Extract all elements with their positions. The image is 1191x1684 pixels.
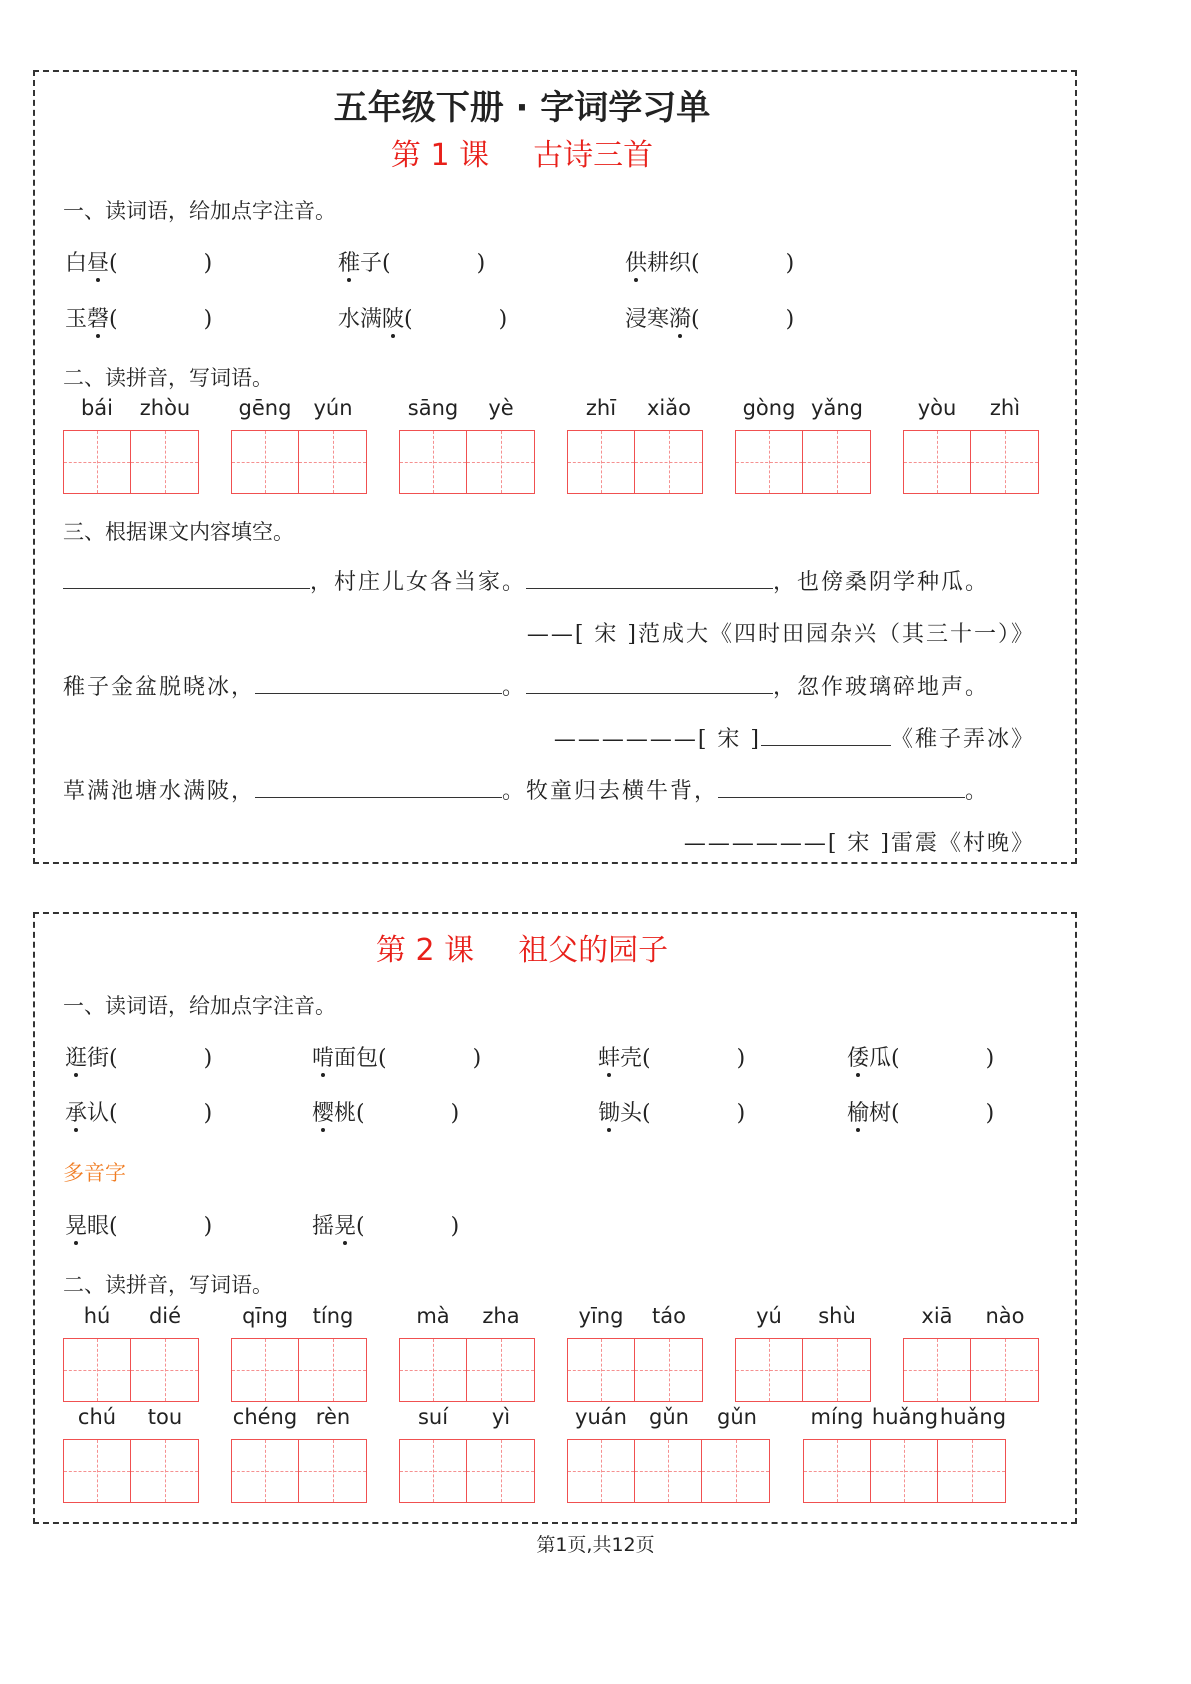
pinyin-label: nào — [985, 1304, 1025, 1328]
word-label: 摇晃 — [312, 1214, 357, 1239]
word-label: 蚌壳 — [598, 1046, 643, 1071]
answer-parentheses[interactable]: ( ) — [642, 1046, 760, 1071]
word-item — [312, 1096, 474, 1129]
line-text: 《稚子弄冰》 — [890, 727, 1035, 752]
word-label: 晃眼 — [65, 1214, 110, 1239]
grid-cell[interactable] — [736, 431, 803, 493]
pinyin-label: sāng — [407, 396, 459, 420]
line-text: ，也傍桑阴学种瓜。 — [773, 570, 990, 595]
page-title: 五年级下册 · 字词学习单 — [333, 88, 711, 128]
word-label: 浸寒漪 — [625, 307, 692, 332]
word-text — [65, 305, 109, 335]
line-text: 草满池塘水满陂， — [63, 779, 256, 804]
word-text — [625, 249, 691, 279]
word-label: 倭瓜 — [847, 1046, 892, 1071]
word-text — [312, 1044, 378, 1074]
grid-cell[interactable] — [232, 1339, 299, 1401]
emphasis-dot — [321, 1128, 325, 1132]
page-footer: 第1页,共12页 — [536, 1534, 655, 1556]
word-text — [65, 1044, 109, 1074]
answer-parentheses[interactable]: ( ) — [382, 251, 500, 276]
word-label: 水满陂 — [338, 307, 405, 332]
fill-in-line — [63, 565, 989, 596]
grid-cell[interactable] — [803, 1339, 870, 1401]
grid-cell[interactable] — [467, 431, 534, 493]
pinyin-label: hú — [83, 1304, 111, 1328]
word-item — [65, 1096, 227, 1129]
grid-cell[interactable] — [568, 431, 635, 493]
word-text — [65, 249, 109, 279]
writing-grid[interactable] — [63, 1338, 199, 1402]
pinyin-label: xiā — [921, 1304, 953, 1328]
l1-section2-heading: 二、读拼音，写词语。 — [63, 366, 273, 390]
word-item — [598, 1041, 760, 1074]
writing-grid[interactable] — [399, 1338, 535, 1402]
grid-cell[interactable] — [64, 1440, 131, 1502]
grid-cell[interactable] — [971, 1339, 1038, 1401]
pinyin-label: qīng — [242, 1304, 288, 1328]
grid-cell[interactable] — [299, 1339, 366, 1401]
answer-parentheses[interactable]: ( ) — [356, 1214, 474, 1239]
word-text — [65, 1099, 109, 1129]
grid-cell[interactable] — [64, 431, 131, 493]
answer-blank[interactable] — [63, 566, 310, 589]
word-item — [338, 302, 522, 335]
grid-cell[interactable] — [131, 1339, 198, 1401]
fill-in-line — [684, 826, 1035, 857]
pinyin-label: zha — [482, 1304, 520, 1328]
lesson-number: 第 1 课 — [390, 138, 490, 173]
answer-parentheses[interactable]: ( ) — [378, 1046, 496, 1071]
pinyin-label: shù — [818, 1304, 856, 1328]
answer-parentheses[interactable]: ( ) — [404, 307, 522, 332]
pinyin-label: yīng — [578, 1304, 624, 1328]
l1-section3-heading: 三、根据课文内容填空。 — [63, 520, 294, 544]
pinyin-label: zhì — [989, 396, 1021, 420]
pinyin-label: xiǎo — [647, 396, 691, 420]
grid-cell[interactable] — [635, 1440, 702, 1502]
word-label: 白昼 — [65, 251, 110, 276]
lesson-name: 古诗三首 — [533, 138, 654, 173]
pinyin-label: yòu — [917, 396, 957, 420]
lesson-number: 第 2 课 — [375, 933, 475, 968]
word-item — [65, 1041, 227, 1074]
pinyin-label: yè — [488, 396, 514, 420]
grid-cell[interactable] — [736, 1339, 803, 1401]
pinyin-label: yuán — [575, 1405, 627, 1429]
lesson-name: 祖父的园子 — [518, 933, 669, 968]
writing-grid[interactable] — [399, 430, 535, 494]
pinyin-label: yì — [491, 1405, 511, 1429]
word-label: 樱桃 — [312, 1101, 357, 1126]
grid-cell[interactable] — [904, 1339, 971, 1401]
emphasis-dot — [347, 278, 351, 282]
word-text — [338, 305, 404, 335]
grid-cell[interactable] — [131, 431, 198, 493]
fill-in-line — [554, 722, 1035, 753]
emphasis-dot — [856, 1073, 860, 1077]
pinyin-label: bái — [80, 396, 114, 420]
pinyin-label: zhī — [585, 396, 617, 420]
writing-grid[interactable] — [735, 1338, 871, 1402]
grid-cell[interactable] — [232, 1440, 299, 1502]
emphasis-dot — [391, 334, 395, 338]
emphasis-dot — [856, 1128, 860, 1132]
answer-parentheses[interactable]: ( ) — [691, 251, 809, 276]
pinyin-label: gēng — [238, 396, 292, 420]
pinyin-label: yǎng — [811, 396, 863, 420]
word-item — [65, 1209, 227, 1242]
lesson2-heading — [0, 925, 1044, 969]
writing-grid[interactable] — [399, 1439, 535, 1503]
pinyin-label: tíng — [312, 1304, 354, 1328]
line-text: 稚子金盆脱晓冰， — [63, 675, 256, 700]
word-item — [65, 302, 227, 335]
pinyin-label: gǔn — [717, 1405, 757, 1429]
word-item — [598, 1096, 760, 1129]
word-item — [65, 246, 227, 279]
pinyin-label: yú — [756, 1304, 782, 1328]
word-text — [65, 1212, 109, 1242]
word-label: 供耕织 — [625, 251, 692, 276]
answer-parentheses[interactable]: ( ) — [642, 1101, 760, 1126]
emphasis-dot — [634, 278, 638, 282]
answer-parentheses[interactable]: ( ) — [109, 307, 227, 332]
writing-grid[interactable] — [735, 430, 871, 494]
answer-blank[interactable] — [718, 775, 965, 798]
grid-cell[interactable] — [299, 1440, 366, 1502]
grid-cell[interactable] — [702, 1440, 769, 1502]
grid-cell[interactable] — [804, 1440, 871, 1502]
grid-cell[interactable] — [64, 1339, 131, 1401]
emphasis-dot — [74, 1128, 78, 1132]
polyphone-label: 多音字 — [63, 1161, 126, 1185]
grid-cell[interactable] — [568, 1440, 635, 1502]
line-text: 。 — [965, 779, 990, 804]
emphasis-dot — [678, 334, 682, 338]
grid-cell[interactable] — [467, 1440, 534, 1502]
writing-grid[interactable] — [231, 430, 367, 494]
grid-cell[interactable] — [904, 431, 971, 493]
word-text — [598, 1044, 642, 1074]
line-text: ，忽作玻璃碎地声。 — [773, 675, 990, 700]
grid-cell[interactable] — [971, 431, 1038, 493]
word-item — [312, 1209, 474, 1242]
pinyin-label: gòng — [742, 396, 796, 420]
answer-parentheses[interactable]: ( ) — [109, 1101, 227, 1126]
answer-blank[interactable] — [255, 775, 502, 798]
word-label: 锄头 — [598, 1101, 643, 1126]
word-label: 稚子 — [338, 251, 383, 276]
pinyin-label: yún — [313, 396, 353, 420]
lesson1-heading — [0, 130, 1044, 174]
line-text: ——————[ 宋 ]雷震《村晚》 — [683, 831, 1035, 856]
l2-section2-heading: 二、读拼音，写词语。 — [63, 1273, 273, 1297]
answer-parentheses[interactable]: ( ) — [891, 1046, 1009, 1071]
word-label: 逛街 — [65, 1046, 110, 1071]
fill-in-line — [527, 617, 1035, 648]
emphasis-dot — [321, 1073, 325, 1077]
word-text — [847, 1044, 891, 1074]
pinyin-label: mà — [416, 1304, 450, 1328]
emphasis-dot — [74, 1073, 78, 1077]
grid-cell[interactable] — [400, 1440, 467, 1502]
emphasis-dot — [607, 1073, 611, 1077]
answer-blank[interactable] — [526, 566, 773, 589]
word-item — [847, 1041, 1009, 1074]
pinyin-label: huǎng — [939, 1405, 1007, 1429]
writing-grid[interactable] — [231, 1338, 367, 1402]
grid-cell[interactable] — [803, 431, 870, 493]
pinyin-label: zhòu — [139, 396, 191, 420]
word-label: 啃面包 — [312, 1046, 379, 1071]
grid-cell[interactable] — [635, 1339, 702, 1401]
answer-parentheses[interactable]: ( ) — [356, 1101, 474, 1126]
word-item — [847, 1096, 1009, 1129]
grid-cell[interactable] — [232, 431, 299, 493]
emphasis-dot — [607, 1128, 611, 1132]
emphasis-dot — [96, 278, 100, 282]
word-label: 榆树 — [847, 1101, 892, 1126]
word-item — [338, 246, 500, 279]
word-text — [338, 249, 382, 279]
line-text: 。 — [502, 675, 527, 700]
writing-grid[interactable] — [63, 1439, 199, 1503]
grid-cell[interactable] — [568, 1339, 635, 1401]
word-item — [312, 1041, 496, 1074]
word-text — [625, 305, 691, 335]
word-item — [625, 246, 809, 279]
word-label: 玉磬 — [65, 307, 110, 332]
answer-parentheses[interactable]: ( ) — [109, 251, 227, 276]
answer-blank[interactable] — [526, 671, 773, 694]
word-item — [625, 302, 809, 335]
pinyin-label: rèn — [315, 1405, 351, 1429]
writing-grid[interactable] — [231, 1439, 367, 1503]
line-text: ——[ 宋 ]范成大《四时田园杂兴（其三十一）》 — [526, 622, 1035, 647]
grid-cell[interactable] — [938, 1440, 1005, 1502]
answer-parentheses[interactable]: ( ) — [891, 1101, 1009, 1126]
pinyin-label: gǔn — [649, 1405, 689, 1429]
writing-grid[interactable] — [567, 430, 703, 494]
line-text: 。牧童归去横牛背， — [502, 779, 719, 804]
answer-parentheses[interactable]: ( ) — [691, 307, 809, 332]
answer-blank[interactable] — [255, 671, 502, 694]
grid-cell[interactable] — [635, 431, 702, 493]
l2-section1-heading: 一、读词语，给加点字注音。 — [63, 994, 336, 1018]
grid-cell[interactable] — [131, 1440, 198, 1502]
answer-parentheses[interactable]: ( ) — [109, 1214, 227, 1239]
pinyin-label: chú — [77, 1405, 117, 1429]
pinyin-label: suí — [417, 1405, 449, 1429]
writing-grid[interactable] — [567, 1439, 770, 1503]
answer-parentheses[interactable]: ( ) — [109, 1046, 227, 1071]
fill-in-line — [63, 774, 989, 805]
emphasis-dot — [343, 1241, 347, 1245]
pinyin-label: táo — [652, 1304, 686, 1328]
grid-cell[interactable] — [400, 1339, 467, 1401]
word-text — [312, 1212, 356, 1242]
fill-in-line — [63, 670, 989, 701]
emphasis-dot — [96, 334, 100, 338]
pinyin-label: huǎng — [871, 1405, 939, 1429]
writing-grid[interactable] — [803, 1439, 1006, 1503]
grid-cell[interactable] — [871, 1440, 938, 1502]
answer-blank[interactable] — [761, 723, 891, 746]
writing-grid[interactable] — [63, 430, 199, 494]
emphasis-dot — [74, 1241, 78, 1245]
word-text — [312, 1099, 356, 1129]
pinyin-label: míng — [810, 1405, 864, 1429]
word-text — [847, 1099, 891, 1129]
grid-cell[interactable] — [467, 1339, 534, 1401]
pinyin-label: tou — [147, 1405, 183, 1429]
grid-cell[interactable] — [299, 431, 366, 493]
word-label: 承认 — [65, 1101, 110, 1126]
word-text — [598, 1099, 642, 1129]
l1-section1-heading: 一、读词语，给加点字注音。 — [63, 199, 336, 223]
pinyin-label: chéng — [232, 1405, 298, 1429]
pinyin-label: dié — [148, 1304, 182, 1328]
writing-grid[interactable] — [903, 1338, 1039, 1402]
writing-grid[interactable] — [567, 1338, 703, 1402]
grid-cell[interactable] — [400, 431, 467, 493]
line-text: ——————[ 宋 ] — [553, 727, 761, 752]
writing-grid[interactable] — [903, 430, 1039, 494]
line-text: ，村庄儿女各当家。 — [310, 570, 527, 595]
